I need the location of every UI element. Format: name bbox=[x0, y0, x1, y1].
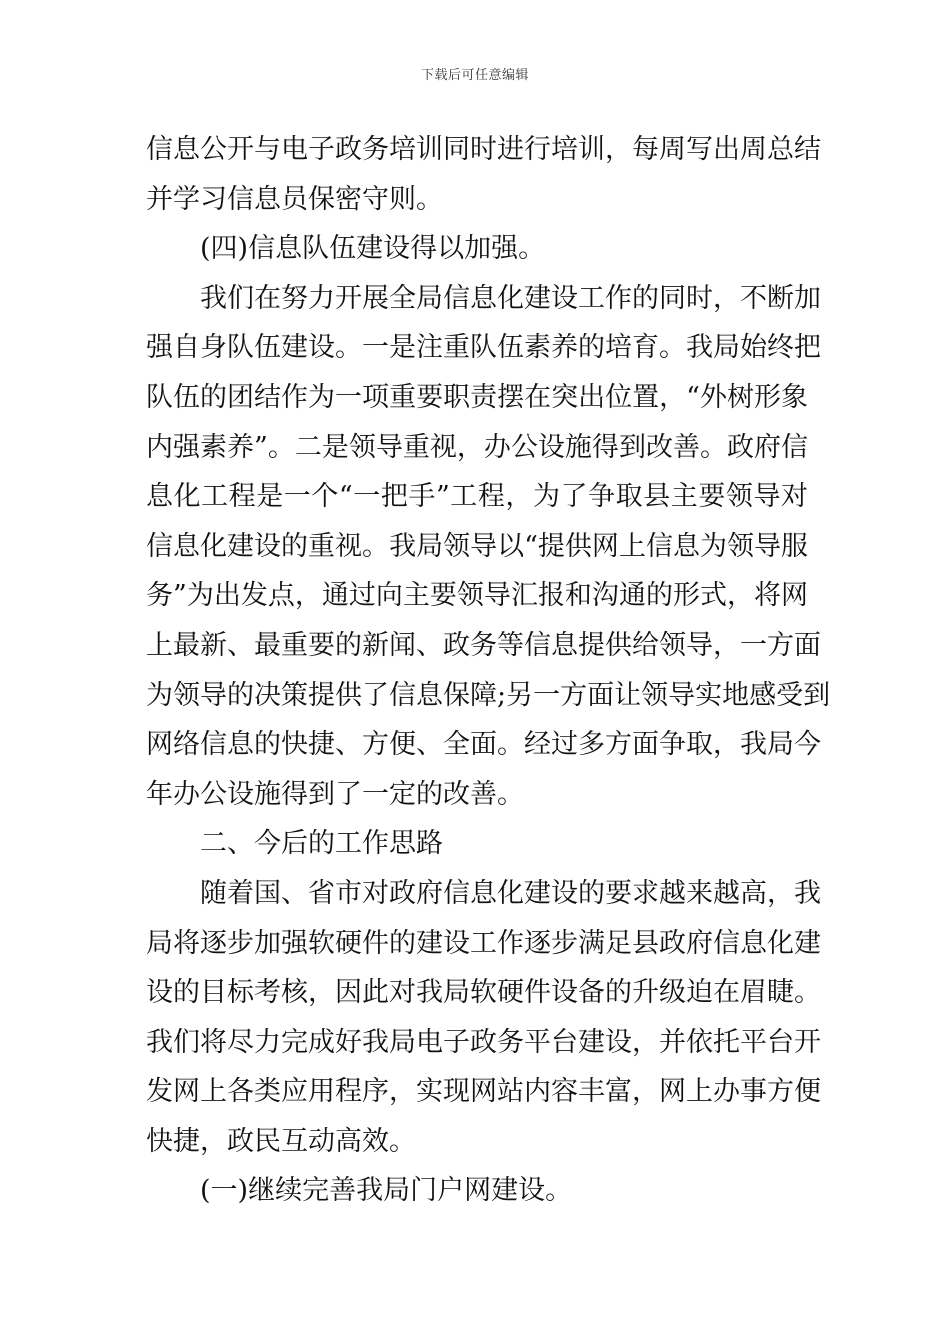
text-line: 我们将尽力完成好我局电子政务平台建设，并依托平台开 bbox=[146, 1026, 821, 1058]
text-line: 我们在努力开展全局信息化建设工作的同时，不断加 bbox=[200, 282, 821, 314]
text-line: 二、今后的工作思路 bbox=[200, 828, 443, 860]
text-line: 内强素养”。二是领导重视，办公设施得到改善。政府信 bbox=[146, 431, 808, 463]
text-line: 年办公设施得到了一定的改善。 bbox=[146, 778, 524, 810]
text-line: 强自身队伍建设。一是注重队伍素养的培育。我局始终把 bbox=[146, 332, 821, 364]
text-line: 队伍的团结作为一项重要职责摆在突出位置，“外树形象 bbox=[146, 381, 808, 413]
text-line: 为领导的决策提供了信息保障;另一方面让领导实地感受到 bbox=[146, 679, 831, 711]
text-line: (一)继续完善我局门户网建设。 bbox=[200, 1175, 573, 1207]
text-line: 局将逐步加强软硬件的建设工作逐步满足县政府信息化建 bbox=[146, 927, 821, 959]
page-header: 下载后可任意编辑 bbox=[420, 68, 529, 83]
text-line: 快捷，政民互动高效。 bbox=[146, 1125, 416, 1157]
text-line: 务”为出发点，通过向主要领导汇报和沟通的形式，将网 bbox=[146, 580, 808, 612]
text-line: 设的目标考核，因此对我局软硬件设备的升级迫在眉睫。 bbox=[146, 977, 821, 1009]
text-line: 息化工程是一个“一把手”工程，为了争取县主要领导对 bbox=[146, 481, 808, 513]
text-line: (四)信息队伍建设得以加强。 bbox=[200, 233, 546, 265]
text-line: 上最新、最重要的新闻、政务等信息提供给领导，一方面 bbox=[146, 629, 821, 661]
text-line: 随着国、省市对政府信息化建设的要求越来越高，我 bbox=[200, 877, 821, 909]
text-line: 网络信息的快捷、方便、全面。经过多方面争取，我局今 bbox=[146, 729, 821, 761]
text-line: 信息化建设的重视。我局领导以“提供网上信息为领导服 bbox=[146, 530, 808, 562]
text-line: 信息公开与电子政务培训同时进行培训，每周写出周总结 bbox=[146, 134, 821, 165]
body-text bbox=[146, 125, 831, 1216]
text-line: 并学习信息员保密守则。 bbox=[146, 183, 443, 215]
text-line: 发网上各类应用程序，实现网站内容丰富，网上办事方便 bbox=[146, 1076, 821, 1108]
